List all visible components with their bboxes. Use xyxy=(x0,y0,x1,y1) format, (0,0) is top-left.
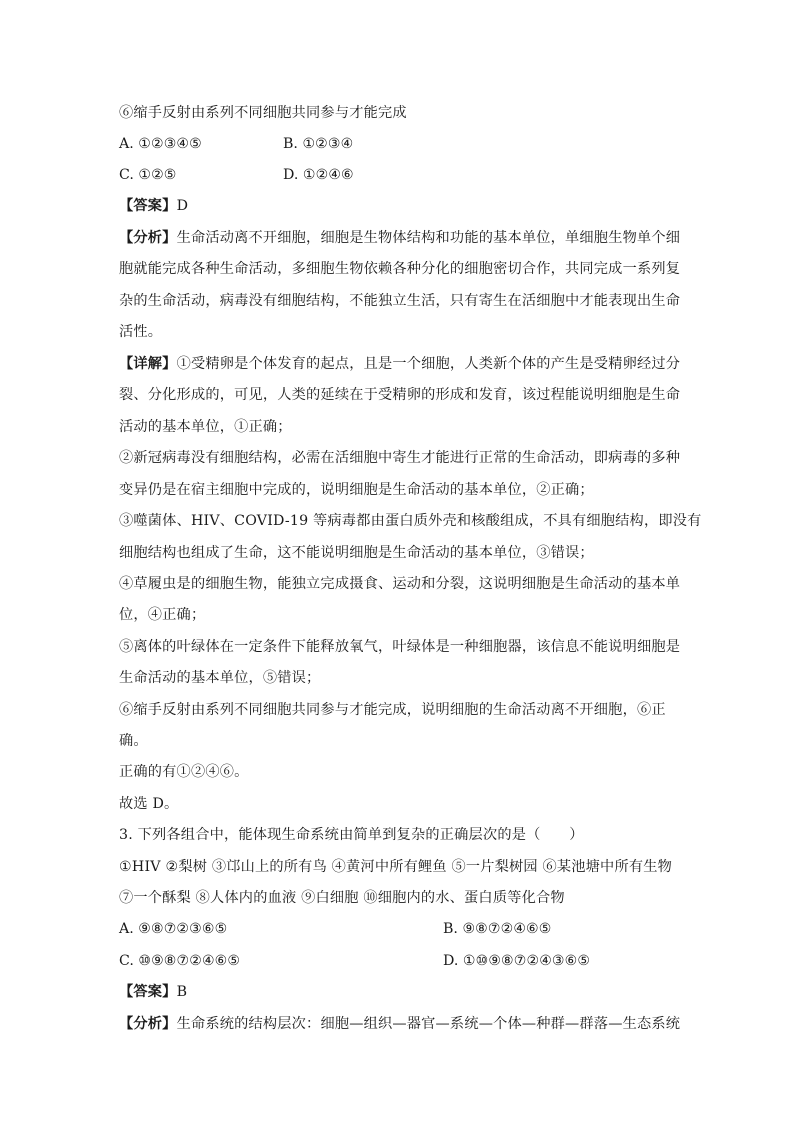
analysis-heading: 【分析】 xyxy=(119,230,177,246)
q2-detail-line-8: ④草履虫是的细胞生物，能独立完成摄食、运动和分裂，这说明细胞是生命活动的基本单 xyxy=(119,576,681,592)
q2-detail-line-12: ⑥缩手反射由系列不同细胞共同参与才能完成，说明细胞的生命活动离不开细胞，⑥正 xyxy=(119,702,666,718)
detail-text: ①受精卵是个体发育的起点，且是一个细胞，人类新个体的产生是受精卵经过分 xyxy=(176,356,681,372)
q2-analysis-line-4: 活性。 xyxy=(119,324,163,340)
q2-detail-line-7: 细胞结构也组成了生命，这不能说明细胞是生命活动的基本单位，③错误； xyxy=(119,545,594,561)
answer-value: B xyxy=(176,984,188,1000)
q2-analysis-line-3: 杂的生命活动，病毒没有细胞结构，不能独立生活，只有寄生在活细胞中才能表现出生命 xyxy=(119,293,681,309)
answer-value: D xyxy=(176,198,189,214)
detail-heading: 【详解】 xyxy=(119,356,177,372)
q2-detail-line-5: 变异仍是在宿主细胞中完成的，说明细胞是生命活动的基本单位，②正确； xyxy=(119,482,594,498)
q2-detail-line-6: ③噬菌体、HIV、COVID-19 等病毒都由蛋白质外壳和核酸组成，不具有细胞结构，即没有 xyxy=(119,513,702,529)
q2-statement-6: ⑥缩手反射由系列不同细胞共同参与才能完成 xyxy=(119,105,407,121)
q2-option-d: D. ①②④⑥ xyxy=(283,167,354,183)
q2-answer xyxy=(119,197,188,215)
q3-items-line-1: ①HIV ②梨树 ③邙山上的所有鸟 ④黄河中所有鲤鱼 ⑤一片梨树园 ⑥某池塘中所有生物 xyxy=(119,859,672,875)
q3-answer xyxy=(119,983,187,1001)
answer-heading: 【答案】 xyxy=(119,198,177,214)
analysis-text: 生命系统的结构层次：细胞—组织—器官—系统—个体—种群—群落—生态系统 xyxy=(176,1016,681,1032)
q2-detail-line-4: ②新冠病毒没有细胞结构，必需在活细胞中寄生才能进行正常的生命活动，即病毒的多种 xyxy=(119,450,681,466)
analysis-heading: 【分析】 xyxy=(119,1016,177,1032)
q3-option-b: B. ⑨⑧⑦②④⑥⑤ xyxy=(443,921,552,937)
q2-analysis-line-1 xyxy=(119,229,680,247)
q2-detail-line-1 xyxy=(119,355,680,373)
q2-detail-line-3: 活动的基本单位，①正确； xyxy=(119,419,292,435)
q2-option-b: B. ①②③④ xyxy=(283,136,354,152)
q3-option-a: A. ⑨⑧⑦②③⑥⑤ xyxy=(119,921,228,937)
q2-detail-line-11: 生命活动的基本单位，⑤错误； xyxy=(119,670,321,686)
q3-items-line-2: ⑦一个酥梨 ⑧人体内的血液 ⑨白细胞 ⑩细胞内的水、蛋白质等化合物 xyxy=(119,890,565,906)
q2-detail-line-10: ⑤离体的叶绿体在一定条件下能释放氧气，叶绿体是一种细胞器，该信息不能说明细胞是 xyxy=(119,639,681,655)
q2-option-c: C. ①②⑤ xyxy=(119,167,177,183)
q2-detail-line-9: 位，④正确； xyxy=(119,607,206,623)
q3-analysis-line-1 xyxy=(119,1015,680,1033)
q3-stem: 3. 下列各组合中，能体现生命系统由简单到复杂的正确层次的是（ ） xyxy=(119,827,584,843)
answer-heading: 【答案】 xyxy=(119,984,177,1000)
q2-detail-line-13: 确。 xyxy=(119,733,148,749)
q3-option-d: D. ①⑩⑨⑧⑦②④③⑥⑤ xyxy=(443,953,591,969)
q2-choice: 故选 D。 xyxy=(119,796,179,812)
q2-analysis-line-2: 胞就能完成各种生命活动，多细胞生物依赖各种分化的细胞密切合作，共同完成一系列复 xyxy=(119,261,681,277)
q2-correct-items: 正确的有①②④⑥。 xyxy=(119,764,249,780)
q2-option-a: A. ①②③④⑤ xyxy=(119,136,202,152)
q2-detail-line-2: 裂、分化形成的，可见，人类的延续在于受精卵的形成和发育，该过程能说明细胞是生命 xyxy=(119,387,681,403)
analysis-text: 生命活动离不开细胞，细胞是生物体结构和功能的基本单位，单细胞生物单个细 xyxy=(176,230,681,246)
q3-option-c: C. ⑩⑨⑧⑦②④⑥⑤ xyxy=(119,953,241,969)
